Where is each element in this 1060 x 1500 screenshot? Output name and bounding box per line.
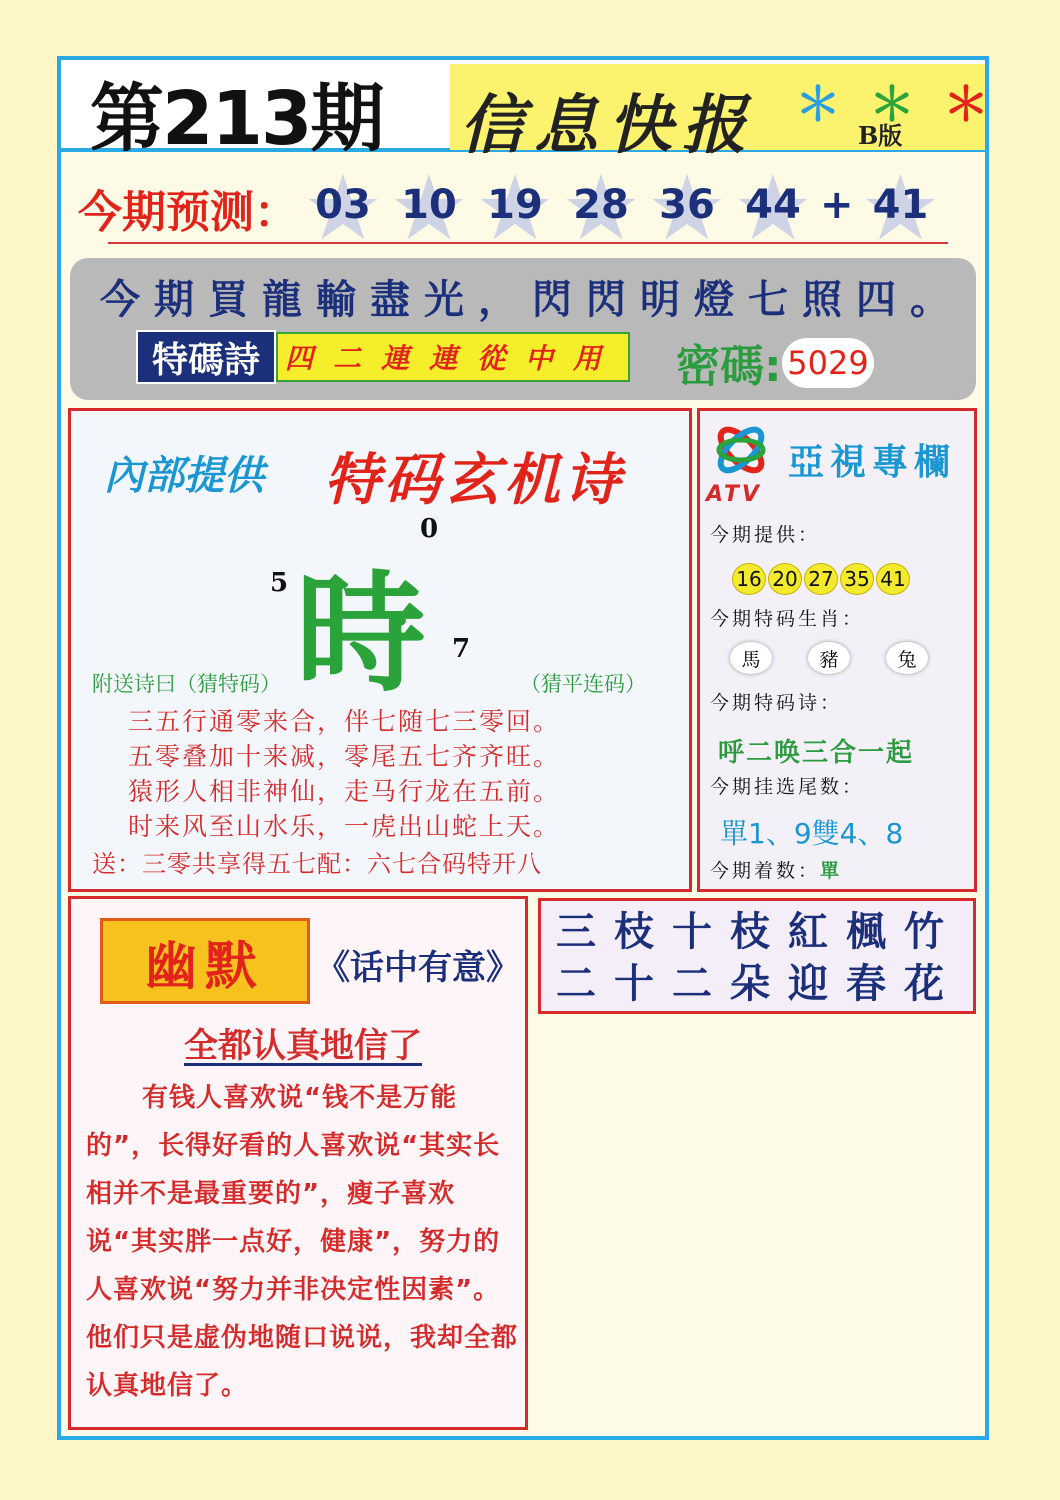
mystic-poem-lines [128, 704, 560, 844]
digit-left: 5 [270, 568, 289, 598]
prediction-label: 今期预测： [78, 187, 298, 238]
tail-label: 今期挂选尾数： [710, 776, 865, 798]
special-poem-text: 四二連連從中用 [276, 332, 630, 382]
star-icon: ＊ [869, 77, 916, 131]
maple-line: 二十二朵迎春花 [556, 960, 962, 1007]
maple-text [556, 906, 962, 1010]
count-value: 單 [820, 860, 843, 882]
issue-number: 第213期 [90, 76, 383, 162]
special-number: ★ 41 [858, 170, 944, 240]
prediction-number: ★ 19 [472, 170, 558, 240]
prediction-numbers [300, 170, 944, 240]
number-ball: 20 [768, 563, 802, 595]
divider [108, 242, 948, 244]
provide-label: 今期提供： [710, 524, 821, 546]
number-ball: 41 [876, 563, 910, 595]
zodiac-list [730, 642, 928, 674]
star-icon: ＊ [943, 77, 990, 131]
page-title: 信息快报 [460, 88, 756, 163]
zodiac-item: 豬 [808, 642, 850, 674]
number-ball: 27 [804, 563, 838, 595]
count-row [710, 856, 842, 883]
humor-body: 有钱人喜欢说“钱不是万能的”，长得好看的人喜欢说“其实长相并不是最重要的”，瘦子喜欢说“其实胖一点好，健康”，努力的人喜欢说“努力并非决定性因素”。他们只是虚伪地随口说说，我却全都认真地信了。 [86, 1083, 519, 1401]
humor-badge: 幽默 [100, 918, 310, 1004]
mystic-title: 特码玄机诗 [324, 447, 624, 513]
prediction-number: ★ 36 [644, 170, 730, 240]
ball-list [732, 563, 910, 595]
mystic-char: 時 [296, 558, 427, 710]
poem-line: 三五行通零来合，伴七随七三零回。 [128, 707, 561, 736]
humor-title: 全都认真地信了 [184, 1026, 422, 1066]
atv-poem: 呼二唤三合一起 [718, 738, 915, 768]
zodiac-label: 今期特码生肖： [710, 608, 865, 630]
maple-line: 三枝十枝紅楓竹 [556, 908, 962, 955]
tail-numbers: 單1、9雙4、8 [720, 817, 904, 850]
secret-code-value: 5029 [782, 338, 874, 388]
send-line: 送：三零共享得五七配：六七合码特开八 [92, 850, 542, 878]
prediction-number: ★ 10 [386, 170, 472, 240]
poem-label: 今期特码诗： [710, 692, 843, 714]
atv-title: 亞視專欄 [788, 441, 957, 483]
humor-subtitle: 《话中有意》 [316, 948, 520, 988]
hint-right: （猜平连码） [520, 672, 646, 696]
plus-sign: + [820, 182, 854, 228]
number-ball: 16 [732, 563, 766, 595]
atv-logo-text: ATV [706, 482, 762, 507]
prediction-number: ★ 28 [558, 170, 644, 240]
digit-top: 0 [420, 514, 439, 544]
poem-line: 猿形人相非神仙，走马行龙在五前。 [128, 777, 561, 806]
zodiac-item: 馬 [730, 642, 772, 674]
edition-label: B版 [858, 121, 903, 150]
digit-bottom: 7 [452, 634, 471, 664]
atv-logo-icon [706, 420, 776, 480]
prediction-number: ★ 03 [300, 170, 386, 240]
poem-line: 时来风至山水乐，一虎出山蛇上天。 [128, 812, 561, 841]
hint-left: 附送诗曰（猜特码） [92, 672, 281, 696]
prediction-number: ★ 44 [730, 170, 816, 240]
star-icon: ＊ [795, 77, 841, 131]
provider-label: 內部提供 [104, 453, 264, 499]
number-ball: 35 [840, 563, 874, 595]
verse-text: 今期買龍輸盡光，閃閃明燈七照四。 [100, 277, 964, 323]
secret-code-label: 密碼: [676, 341, 782, 392]
zodiac-item: 兔 [886, 642, 928, 674]
poem-line: 五零叠加十来减，零尾五七齐齐旺。 [128, 742, 561, 771]
special-poem-label: 特碼詩 [136, 330, 276, 384]
count-label: 今期着数： [710, 860, 821, 882]
